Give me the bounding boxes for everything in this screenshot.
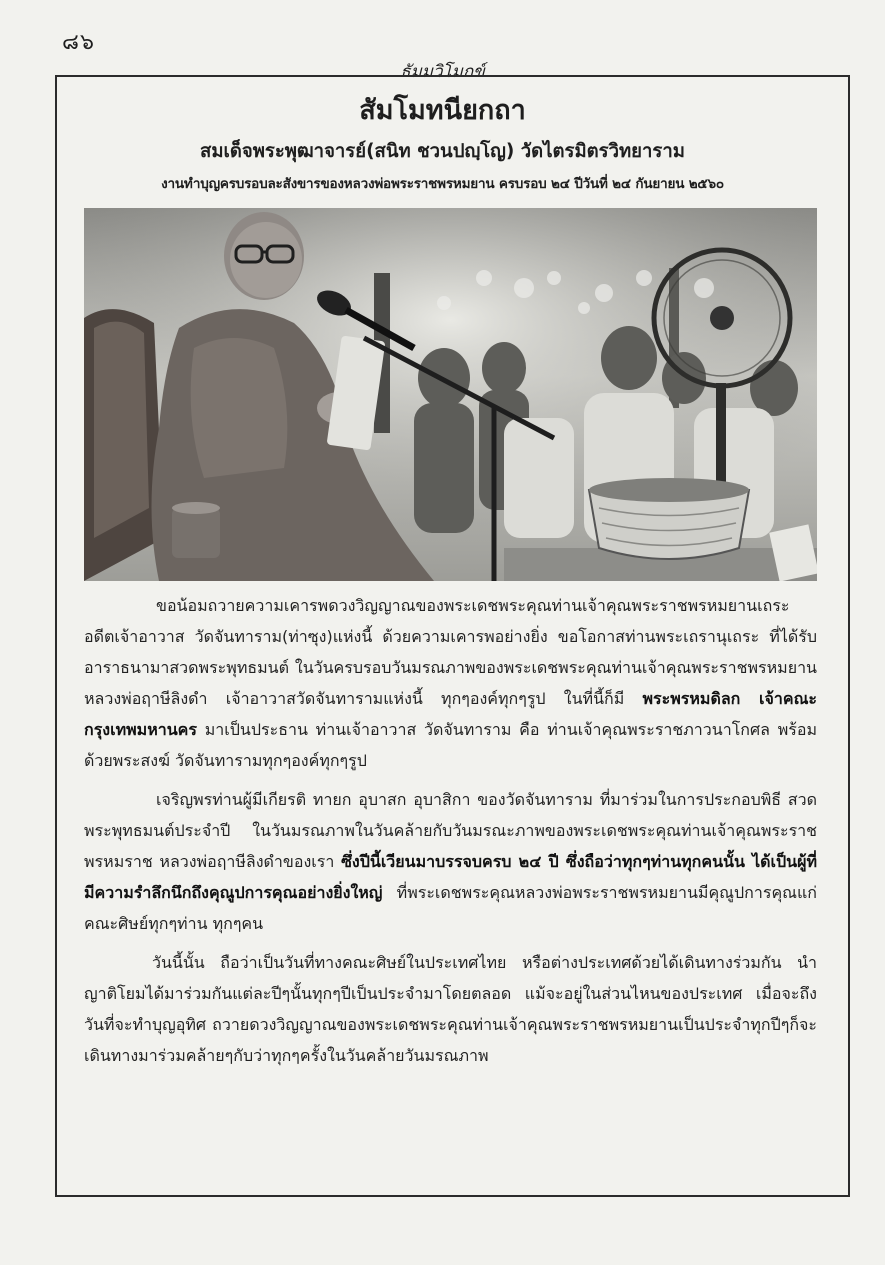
paragraph-2: [84, 784, 817, 939]
paragraph-1: [84, 590, 817, 776]
page-number: ๘๖: [62, 30, 95, 55]
speaker-line: สมเด็จพระพุฒาจารย์(สนิท ชวนปญฺโญ) วัดไตรมิตรวิทยาราม: [200, 141, 685, 162]
paragraph-2-bold: ซึ่งปีนี้เวียนมาบรรจบครบ ๒๔ ปี ซึ่งถือว่าทุกๆท่านทุกคนนั้น ได้เป็นผู้ที่มีความรำลึกนึกถึงคุณูปการคุณอย่างยิ่งใหญ่: [84, 852, 818, 902]
paragraph-2-end: ที่พระเดชพระคุณหลวงพ่อพระราชพรหมยานมีคุณูปการคุณแก่คณะศิษย์ทุกๆท่าน ทุกๆคน: [84, 883, 817, 933]
occasion-line: งานทำบุญครบรอบละสังขารของหลวงพ่อพระราชพรหมยาน ครบรอบ ๒๔ ปีวันที่ ๒๔ กันยายน ๒๕๖๐: [161, 176, 724, 192]
paragraph-1-end: มาเป็นประธาน ท่านเจ้าอาวาส วัดจันทาราม คือ ท่านเจ้าคุณพระราชภาวนาโกศล พร้อมด้วยพระสงฆ์ วัดจันทารามทุกๆองค์ทุกๆรูป: [84, 720, 818, 770]
paragraph-3: [84, 947, 817, 1071]
paragraph-3-text: วันนี้นั้น ถือว่าเป็นวันที่ทางคณะศิษย์ในประเทศไทย หรือต่างประเทศด้วยได้เดินทางร่วมกัน นำญาติโยมได้มาร่วมกันแต่ละปีๆนั้นทุกๆปีเป็นประจำมาโดยตลอด แม้จะอยู่ในส่วนไหนของประเทศ เมื่อจะถึงวันที่จะทำบุญอุทิศ ถวายดวงวิญญาณของพระเดชพระคุณท่านเจ้าคุณพระราชพรหมยานเป็นประจำทุกปีๆก็จะเดินทางมาร่วมคล้ายๆกับว่าทุกๆครั้งในวันคล้ายวันมรณภาพ: [84, 953, 817, 1065]
paragraph-1-text: ขอน้อมถวายความเคารพดวงวิญญาณของพระเดชพระคุณท่านเจ้าคุณพระราชพรหมยานเถระ อดีตเจ้าอาวาส วัดจันทาราม(ท่าซุง)แห่งนี้ ด้วยความเคารพอย่างยิ่ง ขอโอกาสท่านพระเถรานุเถระ ที่ได้รับอาราธนามาสวดพระพุทธมนต์ ในวันครบรอบวันมรณภาพของพระเดชพระคุณท่านเจ้าคุณพระราชพรหมยาน หลวงพ่อฤาษีลิงดำ เจ้าอาวาสวัดจันทารามแห่งนี้ ทุกๆองค์ทุกๆรูป ในที่นี้ก็มี: [84, 596, 817, 708]
body-text: [84, 590, 817, 1079]
paragraph-2-text: เจริญพรท่านผู้มีเกียรติ ทายก อุบาสก อุบาสิกา ของวัดจันทาราม ที่มาร่วมในการประกอบพิธี สวดพระพุทธมนต์ประจำปี ในวันมรณภาพในวันคล้ายกับวันมรณะภาพของพระเดชพระคุณท่านเจ้าคุณพระราชพรหมราช หลวงพ่อฤาษีลิงดำของเรา: [84, 790, 817, 871]
running-head: ธัมมวิโมกข์: [400, 62, 485, 82]
paragraph-1-bold: พระพรหมดิลก เจ้าคณะกรุงเทพมหานคร: [84, 689, 817, 739]
monk-sermon-photo: [84, 208, 817, 581]
article-title: สัมโมทนียกถา: [359, 95, 526, 126]
